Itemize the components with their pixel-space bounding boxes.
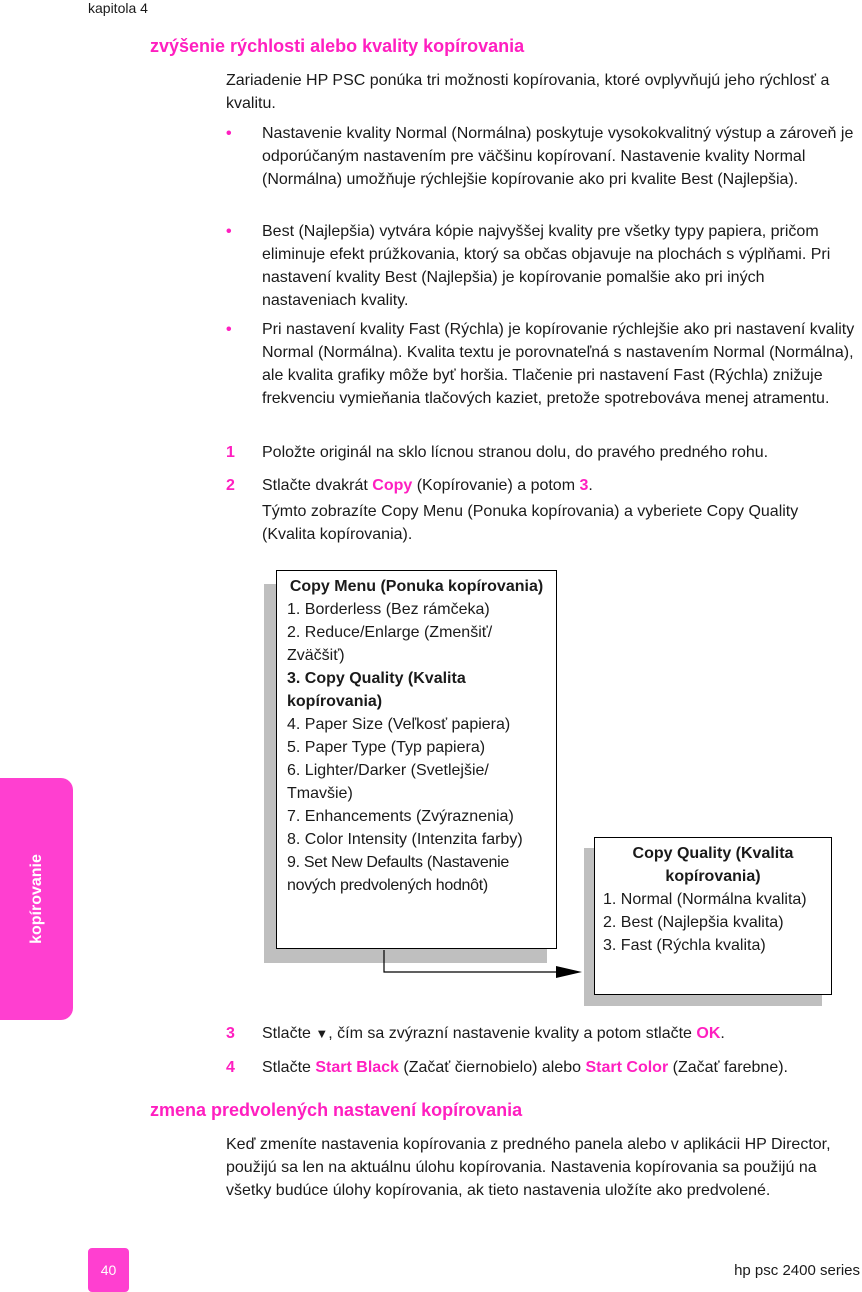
menu-item: 6. Lighter/Darker (Svetlejšie/ Tmavšie) bbox=[287, 762, 489, 802]
step-4 bbox=[226, 1056, 858, 1079]
text-fragment: (Kopírovanie) a potom bbox=[412, 477, 580, 494]
bullet-normal bbox=[226, 122, 858, 191]
text-fragment: . bbox=[720, 1025, 725, 1042]
bullet-marker: • bbox=[226, 321, 232, 338]
side-tab bbox=[0, 778, 73, 1020]
menu-item: 2. Reduce/Enlarge (Zmenšiť/ Zväčšiť) bbox=[287, 624, 493, 664]
text-fragment: Stlačte bbox=[262, 1059, 316, 1076]
step-1 bbox=[226, 441, 858, 464]
menu-item: 7. Enhancements (Zvýraznenia) bbox=[287, 808, 514, 825]
text-fragment: Stlačte bbox=[262, 1025, 316, 1042]
menu-item-selected: 3. Copy Quality (Kvalita kopírovania) bbox=[287, 670, 466, 710]
step-text bbox=[262, 1022, 858, 1045]
menu-item: 4. Paper Size (Veľkosť papiera) bbox=[287, 716, 511, 733]
step-number: 3 bbox=[226, 1025, 235, 1042]
text-fragment: (Začať farebne). bbox=[668, 1059, 788, 1076]
step-number: 4 bbox=[226, 1059, 235, 1076]
copy-quality-title: Copy Quality (Kvalita kopírovania) bbox=[632, 845, 794, 885]
text-fragment: , čím sa zvýrazní nastavenie kvality a potom stlačte bbox=[328, 1025, 697, 1042]
bullet-marker: • bbox=[226, 125, 232, 142]
key-3: 3 bbox=[579, 477, 589, 494]
copy-menu-box bbox=[276, 570, 557, 949]
side-tab-label: kopírovanie bbox=[27, 854, 45, 944]
text-fragment: (Začať čiernobielo) alebo bbox=[398, 1059, 586, 1076]
bullet-text: Nastavenie kvality Normal (Normálna) poskytuje vysokokvalitný výstup a zároveň je odporúčaným nastavením pre väčšinu kopírovaní. Nastavenie kvality Normal (Normálna) umožňuje rýchlejšie kopírovanie ako pri kvalite Best (Najlepšia). bbox=[262, 125, 854, 188]
quality-item: 2. Best (Najlepšia kvalita) bbox=[603, 914, 784, 931]
defaults-paragraph: Keď zmeníte nastavenia kopírovania z predného panela alebo v aplikácii HP Director, použijú sa len na aktuálnu úlohu kopírovania. Nastavenia kopírovania sa použijú na všetky budúce úlohy kopírovania, ak tieto nastavenia uložíte ako predvolené. bbox=[226, 1136, 831, 1199]
menu-item: 5. Paper Type (Typ papiera) bbox=[287, 739, 486, 756]
connector-arrow-icon bbox=[380, 948, 584, 982]
bullet-text: Best (Najlepšia) vytvára kópie najvyššej kvality pre všetky typy papiera, pričom eliminuje efekt prúžkovania, ktorý sa občas objavuje na plochách s výplňami. Pri nastavení kvality Best (Najlepšia) je kopírovanie pomalšie ako pri iných nastaveniach kvality. bbox=[262, 223, 831, 309]
menu-item: 8. Color Intensity (Intenzita farby) bbox=[287, 831, 523, 848]
section-heading-defaults: zmena predvolených nastavení kopírovania bbox=[150, 1100, 523, 1120]
page-number: 40 bbox=[88, 1248, 129, 1292]
down-arrow-icon: ▼ bbox=[315, 1026, 329, 1041]
start-black-key: Start Black bbox=[315, 1059, 399, 1076]
step-text: Položte originál na sklo lícnou stranou dolu, do pravého predného rohu. bbox=[262, 444, 769, 461]
menu-item: 1. Borderless (Bez rámčeka) bbox=[287, 601, 490, 618]
section-heading-speed-quality: zvýšenie rýchlosti alebo kvality kopírovania bbox=[150, 36, 525, 56]
intro-paragraph: Zariadenie HP PSC ponúka tri možnosti kopírovania, ktoré ovplyvňujú jeho rýchlosť a kvalitu. bbox=[226, 72, 830, 112]
bullet-best bbox=[226, 220, 858, 312]
step-number: 2 bbox=[226, 477, 235, 494]
product-series: hp psc 2400 series bbox=[734, 1262, 860, 1279]
step-2 bbox=[226, 474, 858, 497]
step-text bbox=[262, 1056, 858, 1079]
quality-item: 3. Fast (Rýchla kvalita) bbox=[603, 937, 766, 954]
copy-key: Copy bbox=[372, 477, 413, 494]
text-fragment: Stlačte dvakrát bbox=[262, 477, 373, 494]
start-color-key: Start Color bbox=[585, 1059, 669, 1076]
copy-menu-title: Copy Menu (Ponuka kopírovania) bbox=[289, 578, 544, 595]
step-number: 1 bbox=[226, 444, 235, 461]
bullet-marker: • bbox=[226, 223, 232, 240]
chapter-label: kapitola 4 bbox=[88, 0, 148, 16]
bullet-fast bbox=[226, 318, 858, 410]
ok-key: OK bbox=[696, 1025, 721, 1042]
menu-item: 9. Set New Defaults (Nastavenie nových predvolených hodnôt) bbox=[287, 854, 509, 894]
text-fragment: . bbox=[588, 477, 593, 494]
step-2-note: Týmto zobrazíte Copy Menu (Ponuka kopírovania) a vyberiete Copy Quality (Kvalita kopírovania). bbox=[262, 503, 799, 543]
step-text bbox=[262, 474, 858, 497]
bullet-text: Pri nastavení kvality Fast (Rýchla) je kopírovanie rýchlejšie ako pri nastavení kvality Normal (Normálna). Kvalita textu je porovnateľná s nastavením Normal (Normálna), ale kvalita grafiky môže byť horšia. Tlačenie pri nastavení Fast (Rýchla) znižuje frekvenciu vymieňania tlačových kaziet, pretože spotrebováva menej atramentu. bbox=[262, 321, 855, 407]
quality-item: 1. Normal (Normálna kvalita) bbox=[603, 891, 807, 908]
step-3 bbox=[226, 1022, 858, 1045]
copy-quality-box bbox=[594, 837, 832, 995]
